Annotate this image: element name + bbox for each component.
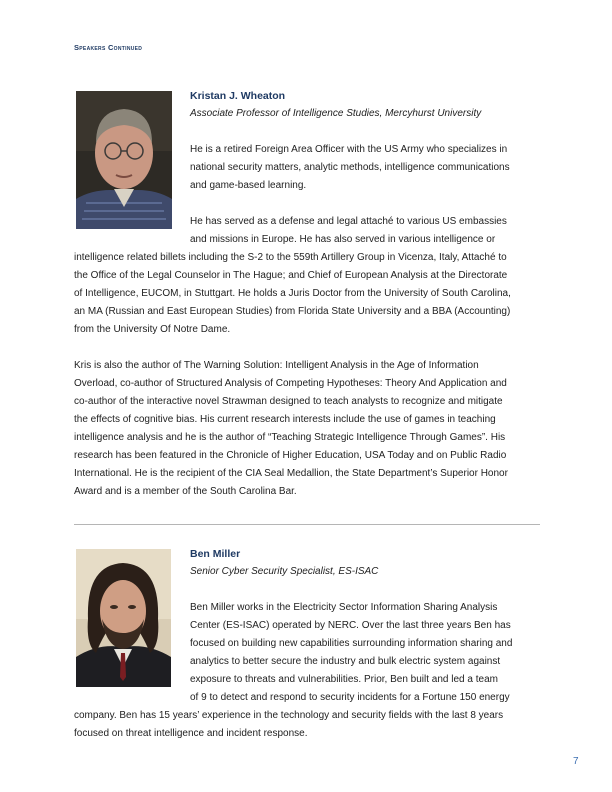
bio-line: and missions in Europe. He has also served in various intelligence or: [190, 234, 496, 245]
bio-line: He has served as a defense and legal attaché to various US embassies: [190, 216, 507, 227]
speaker-role: Associate Professor of Intelligence Studies, Mercyhurst University: [190, 108, 482, 119]
bio-line: the Office of the Legal Counselor in The Hague; and Chief of European Analysis at the Directorate: [74, 270, 508, 281]
bio-line: International. He is the recipient of the CIA Seal Medallion, the State Department’s Superior Honor: [74, 468, 508, 479]
page-number: 7: [573, 756, 579, 767]
speaker-bio-paragraph: [74, 357, 508, 501]
section-title: Speakers Continued: [74, 43, 143, 52]
bio-line: analytics to better secure the industry and bulk electric system against: [190, 656, 501, 667]
speaker-bio-paragraph: [190, 141, 510, 195]
speaker-bio-paragraph: [190, 213, 507, 249]
bio-line: national security matters, analytic methods, intelligence communications: [190, 162, 510, 173]
bio-line: and game-based learning.: [190, 180, 307, 191]
speaker-photo-wheaton: [76, 91, 172, 229]
bio-line: co-author of the interactive novel Strawman designed to teach analysts to recognize and mitigate: [74, 396, 503, 407]
speaker-bio-paragraph: [74, 707, 503, 743]
bio-line: focused on threat intelligence and incident response.: [74, 728, 308, 739]
bio-line: Center (ES-ISAC) operated by NERC. Over the last three years Ben has: [190, 620, 511, 631]
bio-line: Overload, co-author of Structured Analysis of Competing Hypotheses: Theory And Application and: [74, 378, 507, 389]
bio-line: an MA (Russian and East European Studies) from Florida State University and a BBA (Accounting): [74, 306, 511, 317]
bio-line: Kris is also the author of The Warning Solution: Intelligent Analysis in the Age of Information: [74, 360, 479, 371]
bio-line: intelligence related billets including the S-2 to the 559th Artillery Group in Vicenza, Italy, Attaché to: [74, 252, 507, 263]
speaker-bio-paragraph: [190, 599, 512, 707]
bio-line: Ben Miller works in the Electricity Sector Information Sharing Analysis: [190, 602, 498, 613]
bio-line: company. Ben has 15 years’ experience in the technology and security fields with the last 8 years: [74, 710, 504, 721]
bio-line: research has been featured in the Chronicle of Higher Education, USA Today and on Public Radio: [74, 450, 507, 461]
bio-line: Award and is a member of the South Carolina Bar.: [74, 486, 297, 497]
bio-line: intelligence analysis and he is the author of “Teaching Strategic Intelligence Through Games”. His: [74, 432, 506, 443]
speaker-name: Kristan J. Wheaton: [190, 90, 286, 102]
bio-line: of 9 to detect and respond to security incidents for a Fortune 150 energy: [190, 692, 510, 703]
bio-line: exposure to threats and vulnerabilities. Prior, Ben built and led a team: [190, 674, 498, 685]
bio-line: of Intelligence, EUCOM, in Stuttgart. He holds a Juris Doctor from the University of South Carolina,: [74, 288, 511, 299]
bio-line: He is a retired Foreign Area Officer with the US Army who specializes in: [190, 144, 508, 155]
speaker-bio-paragraph: [74, 249, 511, 339]
bio-line: focused on building new capabilities surrounding information sharing and: [190, 638, 513, 649]
speaker-role: Senior Cyber Security Specialist, ES-ISAC: [190, 566, 379, 577]
speaker-name: Ben Miller: [190, 548, 241, 560]
bio-line: from the University Of Notre Dame.: [74, 324, 231, 335]
speaker-photo-miller: [76, 549, 171, 687]
section-divider: [74, 524, 540, 525]
bio-line: the effects of cognitive bias. His current research interests include the use of games in teaching: [74, 414, 496, 425]
